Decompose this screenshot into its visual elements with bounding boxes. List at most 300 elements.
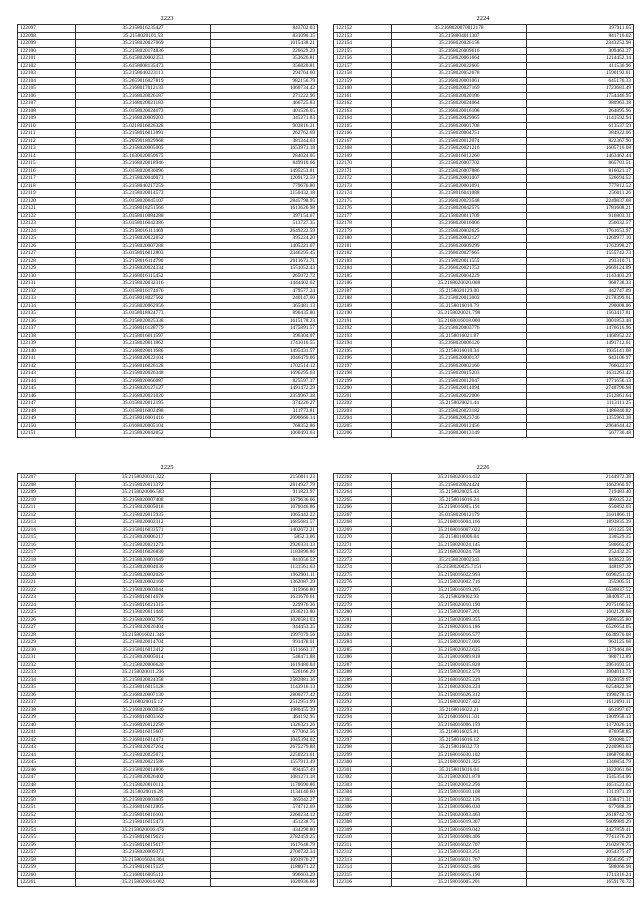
row-id-cell: 122298 <box>334 744 392 752</box>
coordinate-cell: 35.2158020010113 <box>76 781 211 789</box>
table-row <box>334 489 634 497</box>
table-row <box>18 32 318 40</box>
coordinate-cell: 35.2158016012412 <box>76 646 211 654</box>
value-cell: 1754446.95 <box>527 92 634 100</box>
value-cell: 916803.31 <box>527 212 634 220</box>
value-cell: 1491472.29 <box>211 385 318 393</box>
coordinate-cell: 35.2168016007.022 <box>392 526 527 534</box>
table-row <box>18 55 318 63</box>
table-row <box>334 287 634 295</box>
coordinate-cell: 35.2168016012005 <box>76 804 211 812</box>
table-row <box>18 744 318 752</box>
row-id-cell: 122286 <box>334 654 392 662</box>
value-cell: 526166.29 <box>211 669 318 677</box>
table-block-2225 <box>17 463 317 887</box>
row-id-cell: 122281 <box>334 616 392 624</box>
row-id-cell: 122171 <box>334 167 392 175</box>
row-id-cell: 122308 <box>334 819 392 827</box>
value-cell: 1486840.82 <box>527 407 634 415</box>
row-id-cell: 122272 <box>334 549 392 557</box>
row-id-cell: 122279 <box>334 601 392 609</box>
coordinate-cell: 35.2158020016.28 <box>76 789 211 797</box>
table-row <box>18 526 318 534</box>
value-cell: 661997.67 <box>527 706 634 714</box>
row-id-cell: 122299 <box>334 751 392 759</box>
table-row <box>334 227 634 235</box>
table-row <box>18 871 318 879</box>
value-cell: 1980455.39 <box>211 706 318 714</box>
table-row <box>18 729 318 737</box>
coordinate-cell: 35.2168020018946 <box>76 160 211 168</box>
value-cell: 1936213.80 <box>211 609 318 617</box>
row-id-cell: 122124 <box>18 227 76 235</box>
coordinate-cell: 35.2158016016.12 <box>392 736 527 744</box>
value-cell: 6254822.98 <box>527 684 634 692</box>
coordinate-cell: 35.2168016003162 <box>76 714 211 722</box>
value-cell: 1651523.62 <box>527 781 634 789</box>
coordinate-cell: 35.2168016006.159 <box>392 721 527 729</box>
table-row <box>334 152 634 160</box>
table-row <box>18 115 318 123</box>
coordinate-cell: 35.2158020061664 <box>392 55 527 63</box>
table-row <box>18 167 318 175</box>
row-id-cell: 122158 <box>334 70 392 78</box>
row-id-cell: 122266 <box>334 504 392 512</box>
row-id-cell: 122151 <box>18 430 76 438</box>
row-id-cell: 122251 <box>18 804 76 812</box>
value-cell: 1269977.10 <box>527 235 634 243</box>
value-cell: 1771656.13 <box>527 377 634 385</box>
table-row <box>18 864 318 872</box>
row-id-cell: 122262 <box>334 474 392 482</box>
table-row <box>334 55 634 63</box>
coordinate-cell: 35.2158020015203 <box>392 370 527 378</box>
row-id-cell: 122113 <box>18 145 76 153</box>
row-id-cell: 122313 <box>334 856 392 864</box>
table-row <box>18 257 318 265</box>
row-id-cell: 122125 <box>18 235 76 243</box>
row-id-cell: 122199 <box>334 377 392 385</box>
coordinate-cell: 35.2158020011440 <box>76 609 211 617</box>
value-cell: 1065442.22 <box>211 511 318 519</box>
table-row <box>18 721 318 729</box>
coordinate-cell: 35.0158018027562 <box>76 295 211 303</box>
coordinate-cell: 35.2158016006.84 <box>392 534 527 542</box>
row-id-cell: 122181 <box>334 242 392 250</box>
row-id-cell: 122274 <box>334 564 392 572</box>
coordinate-cell: 35.2158016016.24 <box>392 496 527 504</box>
table-row <box>334 175 634 183</box>
coordinate-cell: 35.2168020009616 <box>392 47 527 55</box>
row-id-cell: 122236 <box>18 691 76 699</box>
row-id-cell: 122196 <box>334 355 392 363</box>
value-cell: 1143403.29 <box>527 272 634 280</box>
row-id-cell: 122278 <box>334 594 392 602</box>
value-cell: 229976.36 <box>211 601 318 609</box>
table-row <box>334 370 634 378</box>
table-block-2224 <box>333 14 633 438</box>
coordinate-cell: 35.2158016015617 <box>76 841 211 849</box>
row-id-cell: 122128 <box>18 257 76 265</box>
coordinate-cell: 35.2158020010.190 <box>392 601 527 609</box>
value-cell: 1615178.23 <box>211 317 318 325</box>
coordinate-cell: 35.2158016009.818 <box>392 654 527 662</box>
coordinate-cell: 35.2158020026402 <box>76 774 211 782</box>
value-cell: 2675279.88 <box>211 744 318 752</box>
table-row <box>18 631 318 639</box>
table-row <box>334 355 634 363</box>
table-row <box>334 85 634 93</box>
row-id-cell: 122154 <box>334 40 392 48</box>
coordinate-cell: 35.2158016021315 <box>76 601 211 609</box>
value-cell: 816021.17 <box>527 167 634 175</box>
table-row <box>18 100 318 108</box>
row-id-cell: 122219 <box>18 564 76 572</box>
block-title: 2223 <box>160 15 174 22</box>
table-row <box>18 789 318 797</box>
table-row <box>18 766 318 774</box>
row-id-cell: 122248 <box>18 781 76 789</box>
value-cell: 434290.80 <box>211 826 318 834</box>
coordinate-cell: 35.2158020052678 <box>392 70 527 78</box>
table-row <box>18 430 318 438</box>
table-row <box>18 392 318 400</box>
coordinate-cell: 35.2158020032316 <box>76 280 211 288</box>
row-id-cell: 122186 <box>334 280 392 288</box>
table-row <box>18 280 318 288</box>
coordinate-cell: 35.2158020002625 <box>392 227 527 235</box>
coordinate-cell: 35.2158016021.87 <box>392 332 527 340</box>
coordinate-cell: 35.0218016026328 <box>76 122 211 130</box>
value-cell: 613537.59 <box>527 122 634 130</box>
table-row <box>18 661 318 669</box>
row-id-cell: 122209 <box>18 489 76 497</box>
coordinate-cell: 35.2168016005113 <box>76 871 211 879</box>
coordinate-cell: 35.2168016022.21 <box>392 706 527 714</box>
coordinate-cell: 35.2158020062956 <box>76 302 211 310</box>
coordinate-cell: 35.2158016019.205 <box>392 586 527 594</box>
coordinate-cell: 35.0158016042386 <box>76 220 211 228</box>
coordinate-cell: 35.2158020020106 <box>392 92 527 100</box>
value-cell: 1402072.21 <box>211 526 318 534</box>
value-cell: 1557913.49 <box>211 759 318 767</box>
coordinate-cell: 35.2158016010.34 <box>392 347 527 355</box>
table-row <box>18 496 318 504</box>
coordinate-cell: 35.2168016025.229 <box>392 676 527 684</box>
value-cell: 2845798.95 <box>211 197 318 205</box>
value-cell: 6096251.12 <box>527 571 634 579</box>
row-id-cell: 122212 <box>18 511 76 519</box>
table-row <box>18 347 318 355</box>
value-cell: 330529.35 <box>527 534 634 542</box>
value-cell: 448187.26 <box>527 564 634 572</box>
row-id-cell: 122137 <box>18 325 76 333</box>
value-cell: 1015438.21 <box>211 40 318 48</box>
coordinate-cell: 35.2158020014573 <box>76 190 211 198</box>
coordinate-cell: 35.2168020070012178 <box>392 25 527 33</box>
row-id-cell: 122238 <box>18 706 76 714</box>
table-row <box>334 92 634 100</box>
table-row <box>334 280 634 288</box>
coordinate-cell: 35.2168017012133 <box>76 85 211 93</box>
table-row <box>18 706 318 714</box>
value-cell: 384922.06 <box>527 130 634 138</box>
table-row <box>18 541 318 549</box>
table-row <box>18 92 318 100</box>
table-row <box>18 47 318 55</box>
table-row <box>334 864 634 872</box>
coordinate-cell: 35.2158016015127 <box>76 864 211 872</box>
value-cell: 395224.20 <box>211 235 318 243</box>
table-row <box>334 654 634 662</box>
row-id-cell: 122116 <box>18 167 76 175</box>
row-id-cell: 122208 <box>18 481 76 489</box>
row-id-cell: 122295 <box>334 721 392 729</box>
table-row <box>334 242 634 250</box>
value-cell: 1990278.15 <box>527 691 634 699</box>
table-row <box>334 504 634 512</box>
coordinate-cell: 35.2168020066087 <box>76 377 211 385</box>
row-id-cell: 122253 <box>18 819 76 827</box>
row-id-cell: 122288 <box>334 669 392 677</box>
value-cell: 2649222.59 <box>211 227 318 235</box>
coordinate-cell: 35.2168016014471 <box>76 736 211 744</box>
coordinate-cell: 35.2158016026.312 <box>392 691 527 699</box>
value-cell: 1679636.06 <box>211 496 318 504</box>
value-cell: 841056.52 <box>211 556 318 564</box>
table-row <box>18 481 318 489</box>
table-row <box>18 609 318 617</box>
coordinate-cell: 35.2168020012250 <box>76 721 211 729</box>
value-cell: 465025.22 <box>527 496 634 504</box>
row-id-cell: 122139 <box>18 340 76 348</box>
value-cell: 526694.52 <box>527 175 634 183</box>
row-id-cell: 122259 <box>18 864 76 872</box>
value-cell: 353626.81 <box>211 55 318 63</box>
row-id-cell: 122225 <box>18 609 76 617</box>
coordinate-cell: 35.2168020024.224 <box>392 684 527 692</box>
coordinate-cell: 35.2158020002127 <box>392 235 527 243</box>
value-cell: 256011.26 <box>527 190 634 198</box>
coordinate-cell: 35.2158020004751 <box>392 130 527 138</box>
value-cell: 293310.71 <box>527 257 634 265</box>
coordinate-cell: 35.2158016010.108 <box>392 789 527 797</box>
coordinate-cell: 35.2158016006.030 <box>392 804 527 812</box>
row-id-cell: 122115 <box>18 160 76 168</box>
data-table <box>333 473 634 887</box>
value-cell: 397154.67 <box>211 212 318 220</box>
coordinate-cell: 35.2158020029965 <box>392 115 527 123</box>
value-cell: 574712.69 <box>211 804 318 812</box>
table-row <box>334 197 634 205</box>
row-id-cell: 122296 <box>334 729 392 737</box>
table-row <box>18 556 318 564</box>
table-row <box>18 385 318 393</box>
table-row <box>18 182 318 190</box>
table-row <box>334 736 634 744</box>
table-row <box>334 70 634 78</box>
row-id-cell: 122101 <box>18 55 76 63</box>
table-row <box>334 250 634 258</box>
coordinate-cell: 35.0158010084288 <box>76 212 211 220</box>
value-cell: 2700732.34 <box>211 849 318 857</box>
table-row <box>334 137 634 145</box>
table-row <box>334 511 634 519</box>
value-cell: 580665.47 <box>527 541 634 549</box>
table-row <box>18 474 318 482</box>
row-id-cell: 122122 <box>18 212 76 220</box>
table-row <box>334 62 634 70</box>
table-row <box>18 355 318 363</box>
coordinate-cell: 35.0158020030096 <box>76 167 211 175</box>
row-id-cell: 122097 <box>18 25 76 33</box>
value-cell: 451238.75 <box>211 819 318 827</box>
row-id-cell: 122150 <box>18 422 76 430</box>
coordinate-cell: 35.2158016015607 <box>76 729 211 737</box>
table-row <box>18 415 318 423</box>
row-id-cell: 122200 <box>334 385 392 393</box>
coordinate-cell: 35.2168020016108 <box>392 107 527 115</box>
coordinate-cell: 35.0168020005104 <box>76 422 211 430</box>
row-id-cell: 122290 <box>334 684 392 692</box>
value-cell: 479577.34 <box>211 287 318 295</box>
coordinate-cell: 35.2158016015128 <box>76 684 211 692</box>
table-row <box>18 175 318 183</box>
table-row <box>334 541 634 549</box>
table-row <box>18 190 318 198</box>
value-cell: 1763998.27 <box>527 242 634 250</box>
value-cell: 1093970.27 <box>211 856 318 864</box>
table-row <box>18 272 318 280</box>
value-cell: 1631670.61 <box>211 594 318 602</box>
table-row <box>18 400 318 408</box>
coordinate-cell: 35.2158016021.767 <box>392 856 527 864</box>
table-row <box>334 205 634 213</box>
coordinate-cell: 35.2158016022.126 <box>392 796 527 804</box>
row-id-cell: 122112 <box>18 137 76 145</box>
row-id-cell: 122309 <box>334 826 392 834</box>
table-row <box>334 691 634 699</box>
row-id-cell: 122237 <box>18 699 76 707</box>
table-row <box>334 167 634 175</box>
row-id-cell: 122304 <box>334 789 392 797</box>
row-id-cell: 122297 <box>334 736 392 744</box>
row-id-cell: 122188 <box>334 295 392 303</box>
value-cell: 2782459.25 <box>211 834 318 842</box>
coordinate-cell: 35.2158020021.798 <box>392 310 527 318</box>
value-cell: 1338471.31 <box>527 796 634 804</box>
row-id-cell: 122187 <box>334 287 392 295</box>
value-cell: 650892.03 <box>527 504 634 512</box>
table-row <box>18 781 318 789</box>
table-row <box>18 77 318 85</box>
table-row <box>18 834 318 842</box>
table-row <box>18 549 318 557</box>
row-id-cell: 122114 <box>18 152 76 160</box>
value-cell: 1622059.97 <box>527 676 634 684</box>
row-id-cell: 122234 <box>18 676 76 684</box>
row-id-cell: 122146 <box>18 392 76 400</box>
coordinate-cell: 35.2158020002312 <box>76 519 211 527</box>
value-cell: 1962901.11 <box>211 571 318 579</box>
table-row <box>334 774 634 782</box>
row-id-cell: 122118 <box>18 182 76 190</box>
row-id-cell: 122314 <box>334 864 392 872</box>
table-row <box>334 220 634 228</box>
coordinate-cell: 35.2158016021.346 <box>76 631 211 639</box>
value-cell: 2102878.75 <box>527 841 634 849</box>
coordinate-cell: 35.2158020014.002 <box>76 879 211 887</box>
table-row <box>18 235 318 243</box>
table-row <box>18 250 318 258</box>
table-row <box>18 40 318 48</box>
value-cell: 1362087.39 <box>211 579 318 587</box>
row-id-cell: 122148 <box>18 407 76 415</box>
coordinate-cell: 35.2158020001091 <box>392 182 527 190</box>
block-title: 2224 <box>476 15 490 22</box>
table-row <box>334 759 634 767</box>
row-id-cell: 122292 <box>334 699 392 707</box>
coordinate-cell: 35.2168020021020 <box>76 392 211 400</box>
row-id-cell: 122130 <box>18 272 76 280</box>
table-row <box>334 714 634 722</box>
coordinate-cell: 35.2158020002160 <box>76 579 211 587</box>
row-id-cell: 122185 <box>334 272 392 280</box>
table-row <box>18 774 318 782</box>
value-cell: 240147.60 <box>211 295 318 303</box>
value-cell: 2090660.14 <box>211 415 318 423</box>
row-id-cell: 122140 <box>18 347 76 355</box>
coordinate-cell: 35.2168020007130 <box>76 691 211 699</box>
row-id-cell: 122235 <box>18 684 76 692</box>
coordinate-cell: 35.2158020127127 <box>76 385 211 393</box>
row-id-cell: 122244 <box>18 751 76 759</box>
row-id-cell: 122152 <box>334 25 392 33</box>
value-cell: 1372026.14 <box>527 721 634 729</box>
coordinate-cell: 35.2158020005005 <box>76 145 211 153</box>
coordinate-cell: 35.2158016033.251 <box>392 849 527 857</box>
row-id-cell: 122218 <box>18 556 76 564</box>
value-cell: 980712.89 <box>527 654 634 662</box>
coordinate-cell: 35.2168020001708 <box>392 122 527 130</box>
coordinate-cell: 35.2158016025.486 <box>392 864 527 872</box>
row-id-cell: 122271 <box>334 541 392 549</box>
value-cell: 911823.97 <box>211 489 318 497</box>
row-id-cell: 122107 <box>18 100 76 108</box>
coordinate-cell: 35.2158020002343 <box>392 556 527 564</box>
value-cell: 7741376.20 <box>527 834 634 842</box>
value-cell: 766022.57 <box>527 362 634 370</box>
table-row <box>18 811 318 819</box>
value-cell: 3961693.51 <box>527 661 634 669</box>
table-row <box>334 430 634 438</box>
coordinate-cell: 35.2158020025071 <box>76 751 211 759</box>
table-row <box>334 122 634 130</box>
table-row <box>334 826 634 834</box>
value-cell: 345271.83 <box>211 115 318 123</box>
value-cell: 1631263.42 <box>527 370 634 378</box>
table-row <box>18 519 318 527</box>
row-id-cell: 122106 <box>18 92 76 100</box>
row-id-cell: 122169 <box>334 152 392 160</box>
coordinate-cell: 35.2158020005014 <box>76 654 211 662</box>
value-cell: 401526.05 <box>211 107 318 115</box>
value-cell: 161325.58 <box>527 526 634 534</box>
row-id-cell: 122174 <box>334 190 392 198</box>
value-cell: 643106.97 <box>527 355 634 363</box>
table-row <box>334 496 634 504</box>
value-cell: 1545354.06 <box>527 774 634 782</box>
